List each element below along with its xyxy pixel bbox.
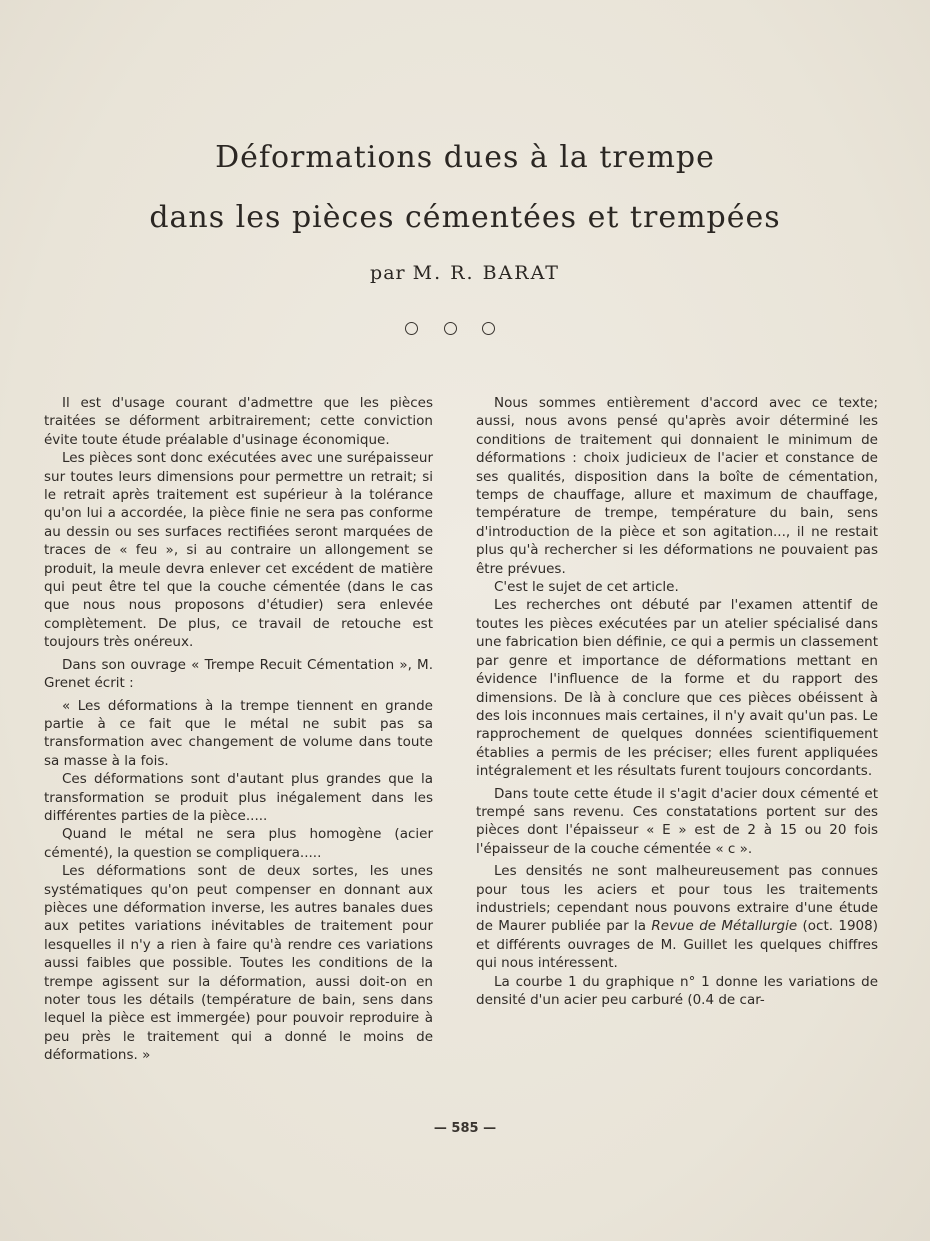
right-column xyxy=(476,394,878,1009)
quote-paragraph: Ces déformations sont d'autant plus grandes que la transformation se produit plus inégalement dans les différentes parties de la pièce..... xyxy=(44,771,433,824)
article-title-line-2: dans les pièces cémentées et trempées xyxy=(149,200,781,235)
paragraph: C'est le sujet de cet article. xyxy=(494,579,679,596)
author-byline xyxy=(0,262,930,284)
paragraph xyxy=(476,862,878,972)
journal-title: Métallurgie xyxy=(721,918,798,935)
paragraph: Dans toute cette étude il s'agit d'acier doux cémenté et trempé sans revenu. Ces constatations portent sur des pièces dont l'épaisseur « E » est de 2 à 15 ou 20 fois l'épaisseur de la couche cémentée « c ». xyxy=(476,785,878,857)
paragraph-text: (oct. 1908) et différents ouvrages de M. Guillet les quelques chiffres qui nous intéressent. xyxy=(476,918,878,972)
paragraph: Dans son ouvrage « Trempe Recuit Cémentation », M. Grenet écrit : xyxy=(44,656,433,692)
paragraph: Il est d'usage courant d'admettre que les pièces traitées se déforment arbitrairement; cette conviction évite toute étude préalable d'usinage économique. xyxy=(44,395,433,448)
article-title-line-1: Déformations dues à la trempe xyxy=(215,140,715,175)
paragraph: Nous sommes entièrement d'accord avec ce texte; aussi, nous avons pensé qu'après avoir déterminé les conditions de traitement qui donnaient le minimum de déformations : choix judicieux de l'acier et constance de ses qualités, disposition dans la boîte de cémentation, temps de chauffage, allure et maximum de chauffage, température de trempe, température du bain, sens d'introduction de la pièce et son agitation..., il ne restait plus qu'à rechercher si les déformations ne pouvaient pas être prévues. xyxy=(476,395,878,577)
quote-paragraph: « Les déformations à la trempe tiennent en grande partie à ce fait que le métal ne subit pas sa transformation avec changement de volume dans toute sa masse à la fois. xyxy=(44,697,433,769)
quote-paragraph: Les déformations sont de deux sortes, les unes systématiques qu'on peut compenser en donnant aux pièces une déformation inverse, les autres banales dues aux petites variations inévitables de traitement pour lesquelles il n'y a rien à faire qu'à rendre ces variations aussi faibles que possible. Toutes les conditions de la trempe agissent sur la déformation, aussi doit-on en noter tous les détails (température de bain, sens dans lequel la pièce est immergée) pour pouvoir reproduire à peu près le traitement qui a donné le moins de déformations. » xyxy=(44,863,433,1064)
paragraph: Les pièces sont donc exécutées avec une surépaisseur sur toutes leurs dimensions pour permettre un retrait; si le retrait après traitement est supérieur à la tolérance qu'on lui a accordée, la pièce finie ne sera pas conforme au dessin ou ses surfaces rectifiées seront marquées de traces de « feu », si au contraire un allongement se produit, la meule devra enlever cet excédent de matière qui peut être tel que la couche cémentée (dans le cas que nous nous proposons d'étudier) sera enlevée complètement. De plus, ce travail de retouche est toujours très onéreux. xyxy=(44,450,433,651)
ornament-circle xyxy=(482,322,495,335)
author-name: M. R. BARAT xyxy=(412,262,560,284)
paragraph: Les recherches ont débuté par l'examen attentif de toutes les pièces exécutées par un atelier spécialisé dans une fabrication bien définie, ce qui a permis un classement par genre et importance de déformations mettant en évidence l'influence de la forme et du rapport des dimensions. De là à conclure que ces pièces obéissent à des lois inconnues mais certaines, il n'y avait qu'un pas. Le rapprochement de quelques données scientifiquement établies a permis de les préciser; elles furent appliquées intégralement et les résultats furent toujours concordants. xyxy=(476,597,878,780)
section-ornament xyxy=(405,322,495,340)
journal-title: Revue de xyxy=(651,918,717,935)
paragraph-text: Les densités ne sont malheureusement pas connues pour tous les aciers et pour tous les traitements industriels; cependant nous pouvons extraire d'une étude de Maurer publiée par la xyxy=(476,863,878,935)
ornament-circle xyxy=(444,322,457,335)
left-column xyxy=(44,394,433,1065)
ornament-circle xyxy=(405,322,418,335)
author-prefix: par xyxy=(370,262,406,284)
paragraph: La courbe 1 du graphique n° 1 donne les variations de densité d'un acier peu carburé (0.4 de car- xyxy=(476,973,878,1008)
quote-paragraph: Quand le métal ne sera plus homogène (acier cémenté), la question se compliquera..... xyxy=(44,826,433,861)
page-number: — 585 — xyxy=(433,1121,497,1136)
